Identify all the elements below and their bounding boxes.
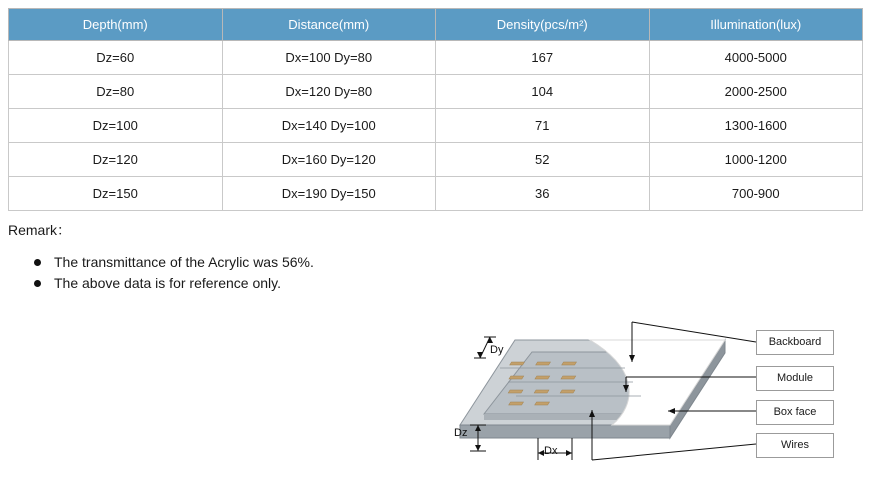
- light-box-diagram: [440, 310, 860, 490]
- cell-depth: Dz=80: [9, 75, 223, 109]
- cell-density: 104: [436, 75, 650, 109]
- spec-table-container: [8, 8, 863, 211]
- cell-depth: Dz=150: [9, 177, 223, 211]
- remark-text: The transmittance of the Acrylic was 56%.: [54, 254, 314, 270]
- column-header-density: Density(pcs/m²): [436, 9, 650, 41]
- led-module: [535, 376, 550, 379]
- led-module: [562, 362, 577, 365]
- table-row: [9, 75, 863, 109]
- led-module: [509, 402, 524, 405]
- spec-table: [8, 8, 863, 211]
- remark-list: [34, 252, 314, 294]
- bullet-icon: [34, 280, 41, 287]
- led-module: [508, 390, 523, 393]
- cell-illumination: 4000-5000: [649, 41, 863, 75]
- cell-density: 52: [436, 143, 650, 177]
- cell-illumination: 1300-1600: [649, 109, 863, 143]
- table-header-row: [9, 9, 863, 41]
- cell-illumination: 1000-1200: [649, 143, 863, 177]
- table-header: [9, 9, 863, 41]
- table-row: [9, 143, 863, 177]
- callout-module: Module: [756, 366, 834, 391]
- label-dz: Dz: [454, 427, 468, 439]
- cell-density: 36: [436, 177, 650, 211]
- column-header-distance: Distance(mm): [222, 9, 436, 41]
- cell-distance: Dx=140 Dy=100: [222, 109, 436, 143]
- remark-heading: Remark：: [8, 222, 72, 238]
- table-row: [9, 109, 863, 143]
- cell-distance: Dx=190 Dy=150: [222, 177, 436, 211]
- table-row: [9, 41, 863, 75]
- list-item: [34, 252, 314, 273]
- led-module: [510, 362, 525, 365]
- led-module: [560, 390, 575, 393]
- cell-distance: Dx=100 Dy=80: [222, 41, 436, 75]
- table-body: [9, 41, 863, 211]
- cell-illumination: 700-900: [649, 177, 863, 211]
- cell-distance: Dx=160 Dy=120: [222, 143, 436, 177]
- callout-wires: Wires: [756, 433, 834, 458]
- table-row: [9, 177, 863, 211]
- bullet-icon: [34, 259, 41, 266]
- box-front-face: [460, 425, 670, 438]
- led-module: [561, 376, 576, 379]
- cell-density: 167: [436, 41, 650, 75]
- led-module: [534, 390, 549, 393]
- callout-box-face: Box face: [756, 400, 834, 425]
- cell-depth: Dz=100: [9, 109, 223, 143]
- led-module: [536, 362, 551, 365]
- led-module: [509, 376, 524, 379]
- remark-text: The above data is for reference only.: [54, 275, 281, 291]
- led-module: [535, 402, 550, 405]
- cell-illumination: 2000-2500: [649, 75, 863, 109]
- cell-distance: Dx=120 Dy=80: [222, 75, 436, 109]
- cell-depth: Dz=60: [9, 41, 223, 75]
- cell-depth: Dz=120: [9, 143, 223, 177]
- cell-density: 71: [436, 109, 650, 143]
- column-header-depth: Depth(mm): [9, 9, 223, 41]
- label-dy: Dy: [490, 344, 504, 356]
- list-item: [34, 273, 314, 294]
- label-dx: Dx: [544, 445, 558, 457]
- callout-backboard: Backboard: [756, 330, 834, 355]
- column-header-illumination: Illumination(lux): [649, 9, 863, 41]
